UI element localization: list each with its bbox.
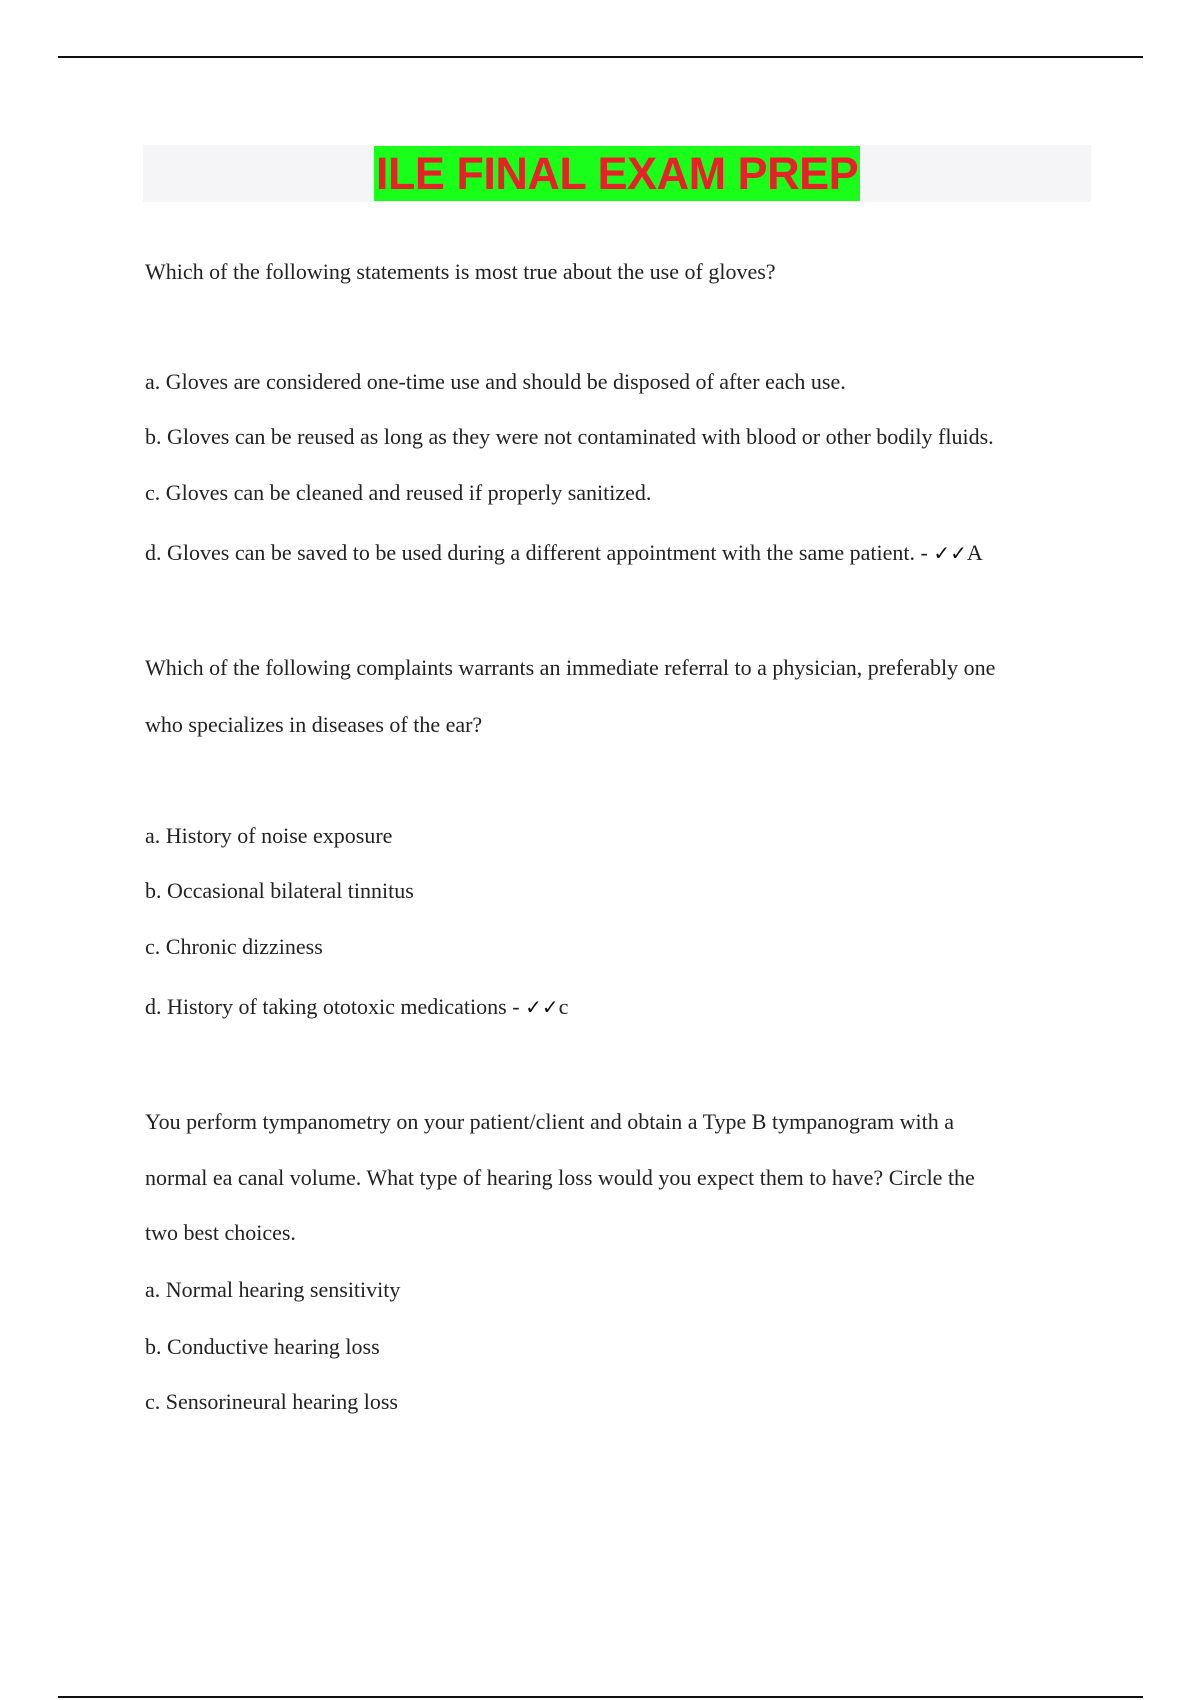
question-1-option-c: c. Gloves can be cleaned and reused if properly sanitized. [145, 480, 652, 505]
bottom-divider [58, 1696, 1143, 1698]
question-3-prompt-line-1: You perform tympanometry on your patient/client and obtain a Type B tympanogram with a [145, 1109, 955, 1134]
question-1-option-a: a. Gloves are considered one-time use and should be disposed of after each use. [145, 369, 846, 394]
question-2-prompt-line-2: who specializes in diseases of the ear? [145, 712, 483, 737]
question-2-answer: c [558, 994, 569, 1019]
question-1-option-d [145, 539, 983, 567]
question-3-prompt-line-2: normal ea canal volume. What type of hearing loss would you expect them to have? Circle the [145, 1165, 975, 1190]
double-check-icon: ✓✓ [525, 995, 559, 1019]
question-3-option-a: a. Normal hearing sensitivity [145, 1277, 401, 1302]
question-1-prompt: Which of the following statements is most true about the use of gloves? [145, 259, 776, 284]
question-3-option-c: c. Sensorineural hearing loss [145, 1389, 398, 1414]
question-2-option-d-text: d. History of taking ototoxic medications - [145, 994, 526, 1019]
question-1-answer: A [966, 540, 983, 565]
question-2-option-b: b. Occasional bilateral tinnitus [145, 878, 414, 903]
question-1-option-d-text: d. Gloves can be saved to be used during a different appointment with the same patient. - [145, 540, 934, 565]
question-2-option-d [145, 993, 568, 1021]
question-1-option-b: b. Gloves can be reused as long as they were not contaminated with blood or other bodily fluids. [145, 424, 994, 449]
double-check-icon: ✓✓ [933, 541, 967, 565]
question-2-prompt-line-1: Which of the following complaints warrants an immediate referral to a physician, preferably one [145, 655, 996, 680]
question-2-option-c: c. Chronic dizziness [145, 934, 323, 959]
page-title: ILE FINAL EXAM PREP [375, 148, 859, 199]
question-3-option-b: b. Conductive hearing loss [145, 1334, 380, 1359]
title-banner [143, 145, 1091, 202]
top-divider [58, 56, 1143, 58]
question-3-prompt-line-3: two best choices. [145, 1220, 296, 1245]
question-2-option-a: a. History of noise exposure [145, 823, 393, 848]
